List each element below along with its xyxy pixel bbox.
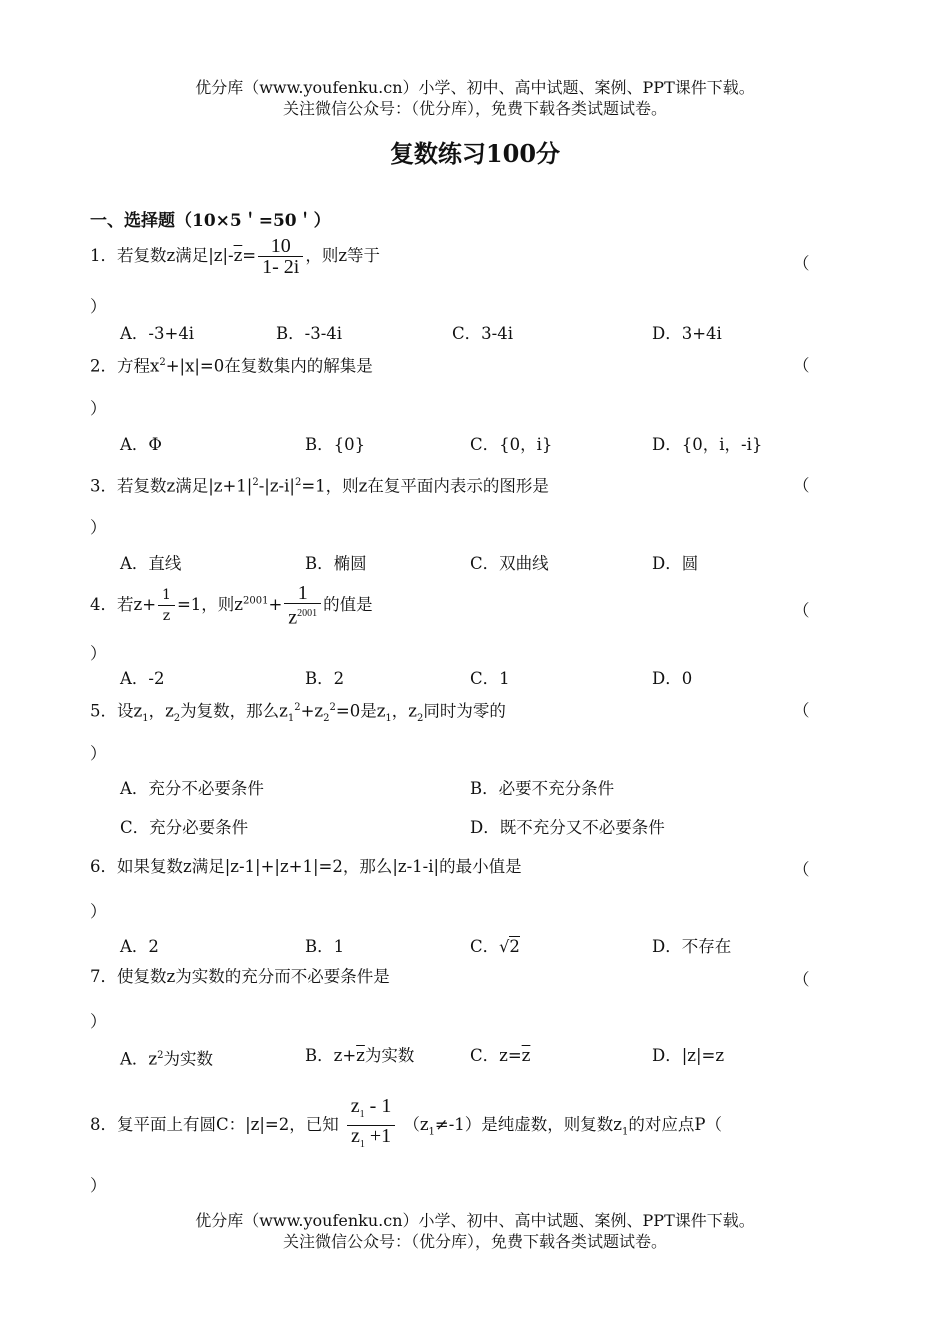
q6-option-c-label: C． <box>470 937 500 956</box>
q8-num-rest: - 1 <box>364 1095 392 1117</box>
q8-text-mid: （z <box>403 1115 429 1134</box>
q3-text: 3．若复数z满足|z+1| <box>90 476 253 496</box>
q4-exponent: 2001 <box>242 595 269 607</box>
q1-open-paren: （ <box>793 254 810 273</box>
q8-fraction-num <box>347 1096 396 1125</box>
q2-option-b: B．{0} <box>305 435 366 454</box>
q5-sub-1: 1 <box>142 712 149 724</box>
q5-option-b: B．必要不充分条件 <box>470 779 615 798</box>
q8-den-sub: 1 <box>359 1139 365 1150</box>
q5-text-e: =0是z <box>335 701 386 721</box>
q5-sup-3: 2 <box>294 702 301 713</box>
q8-mid-sub: 1 <box>428 1126 435 1138</box>
q5-sup-4: 2 <box>329 702 336 713</box>
q8-text-tail: 的对应点P（ <box>628 1115 722 1134</box>
q5-open-paren: （ <box>793 701 810 720</box>
q1-close-paren: ） <box>90 297 107 316</box>
q5-sub-4: 2 <box>323 712 330 724</box>
question-6: 6．如果复数z满足|z-1|+|z+1|=2，那么|z-1-i|的最小值是 <box>90 857 522 876</box>
q4-text: 4．若z+ <box>90 594 157 614</box>
q5-text-a: 5．设z <box>90 701 143 721</box>
q6-option-c-radicand: 2 <box>509 937 520 956</box>
q5-sub-3: 1 <box>287 712 295 724</box>
q8-fraction <box>347 1096 396 1155</box>
q5-sub-2: 2 <box>173 712 181 724</box>
q5-sub-5: 1 <box>385 712 392 724</box>
q1-text-end: ，则z等于 <box>305 246 381 265</box>
q4-fraction-1-den: z <box>158 605 175 626</box>
q7-close-paren: ） <box>90 1012 107 1031</box>
q6-option-c <box>470 936 520 958</box>
page-title: 复数练习100分 <box>389 139 561 168</box>
q4-option-b: B．2 <box>305 669 345 688</box>
q2-open-paren: （ <box>793 356 810 375</box>
q1-option-a: A．-3+4i <box>120 324 195 343</box>
q4-option-a: A．-2 <box>120 669 165 688</box>
q7-option-c <box>470 1045 530 1067</box>
q5-text-d: +z <box>300 701 324 721</box>
q8-post-sub: 1 <box>622 1126 629 1138</box>
q8-den-z: z <box>350 1125 360 1147</box>
q4-close-paren: ） <box>90 644 107 663</box>
q8-num-sub: 1 <box>359 1109 365 1120</box>
q4-text-end: 的值是 <box>323 594 373 614</box>
q2-option-a: A．Φ <box>120 435 162 454</box>
q5-text-g: 同时为零的 <box>423 701 506 721</box>
q8-text: 8．复平面上有圆C：|z|=2，已知 <box>90 1115 339 1134</box>
question-8 <box>90 1096 722 1155</box>
q5-option-c: C．充分必要条件 <box>120 818 249 837</box>
q1-option-b: B．-3-4i <box>276 324 343 343</box>
q3-text-mid: -|z-i| <box>258 476 295 496</box>
q8-fraction-den <box>347 1125 396 1155</box>
q7-option-c-text: C．z= <box>470 1046 522 1065</box>
q8-den-rest: +1 <box>364 1125 392 1147</box>
q5-option-a: A．充分不必要条件 <box>120 779 264 798</box>
q1-text: 1．若复数z满足|z|- <box>90 246 234 265</box>
q6-open-paren: （ <box>793 860 810 879</box>
q3-option-a: A．直线 <box>120 554 182 573</box>
q7-option-c-conj: $\overline{z}$ <box>521 1046 531 1065</box>
q5-text-f: ，z <box>391 701 417 721</box>
q1-numerator: 10 <box>270 235 291 257</box>
question-2 <box>90 352 373 378</box>
q4-fraction-1 <box>158 585 175 626</box>
q7-option-b-end: 为实数 <box>364 1046 415 1065</box>
q4-fraction-2-den-z: z <box>288 606 298 629</box>
q2-exponent: 2 <box>159 357 166 368</box>
q4-fraction-2-den-exp: 2001 <box>297 608 318 619</box>
page-footer-line2: 关注微信公众号：（优分库），免费下载各类试题试卷。 <box>282 1232 667 1251</box>
page-header-line2: 关注微信公众号：（优分库），免费下载各类试题试卷。 <box>282 99 667 118</box>
q2-close-paren: ） <box>90 399 107 418</box>
q3-exponent-2: 2 <box>294 477 302 488</box>
q4-open-paren: （ <box>793 601 810 620</box>
q7-option-a-text: A．z <box>120 1049 158 1069</box>
page-footer-line1: 优分库（www.youfenku.cn）小学、初中、高中试题、案例、PPT课件下载。 <box>195 1211 755 1230</box>
q6-close-paren: ） <box>90 902 107 921</box>
q4-fraction-2-num: 1 <box>297 582 308 604</box>
q8-text-post: ≠-1）是纯虚数，则复数z <box>434 1115 622 1134</box>
q7-option-b <box>305 1045 414 1067</box>
q7-open-paren: （ <box>793 970 810 989</box>
q3-option-c: C．双曲线 <box>470 554 549 573</box>
section-heading: 一、选择题（10×5＇=50＇） <box>90 211 331 231</box>
q7-option-b-text: B．z+ <box>305 1046 357 1065</box>
q5-option-d: D．既不充分又不必要条件 <box>470 818 665 837</box>
q7-option-a-exp: 2 <box>157 1050 164 1061</box>
q2-text-end: +|x|=0在复数集内的解集是 <box>165 356 373 376</box>
q2-text: 2．方程x <box>90 356 160 376</box>
q4-plus: + <box>268 594 283 614</box>
q6-option-b: B．1 <box>305 937 345 956</box>
q4-fraction-2-den <box>284 603 321 628</box>
q6-option-a: A．2 <box>120 937 159 956</box>
page-header-line1: 优分库（www.youfenku.cn）小学、初中、高中试题、案例、PPT课件下载。 <box>195 78 755 97</box>
q2-option-c: C．{0，i} <box>470 435 553 454</box>
q7-option-a-end: 为实数 <box>163 1049 213 1069</box>
q2-option-d: D．{0，i，-i} <box>652 435 763 454</box>
q7-option-d: D．|z|=z <box>652 1046 725 1065</box>
q1-conj-z: $\overline{z}$ <box>233 246 243 265</box>
q7-option-b-conj: $\overline{z}$ <box>356 1046 365 1065</box>
q8-close-paren: ） <box>90 1176 107 1195</box>
q1-option-c: C．3-4i <box>452 324 513 343</box>
q3-open-paren: （ <box>793 476 810 495</box>
q3-option-b: B．椭圆 <box>305 554 367 573</box>
q5-text-b: ，z <box>148 701 174 721</box>
question-1 <box>90 236 380 277</box>
q3-exponent-1: 2 <box>252 477 259 488</box>
q5-close-paren: ） <box>90 744 107 763</box>
q1-option-d: D．3+4i <box>652 324 722 343</box>
question-5 <box>90 697 506 730</box>
q1-fraction <box>258 236 303 277</box>
q4-fraction-2 <box>284 583 321 628</box>
q3-text-end: =1，则z在复平面内表示的图形是 <box>301 476 549 496</box>
q7-option-a <box>120 1045 213 1071</box>
q4-option-c: C．1 <box>470 669 510 688</box>
q6-option-d: D．不存在 <box>652 937 732 956</box>
q1-equals: = <box>242 246 257 265</box>
question-7: 7．使复数z为实数的充分而不必要条件是 <box>90 967 390 986</box>
q5-sub-6: 2 <box>417 712 424 724</box>
sqrt-icon: √ <box>499 937 510 956</box>
question-4 <box>90 583 373 628</box>
q3-close-paren: ） <box>90 518 107 537</box>
q4-text-mid: =1，则z <box>176 594 243 614</box>
q4-fraction-1-num: 1 <box>162 586 171 603</box>
q4-option-d: D．0 <box>652 669 693 688</box>
q8-num-z: z <box>350 1095 360 1117</box>
q1-denominator: 1- 2i <box>258 256 303 277</box>
question-3 <box>90 472 549 498</box>
q5-text-c: 为复数，那么z <box>180 701 288 721</box>
q3-option-d: D．圆 <box>652 554 699 573</box>
